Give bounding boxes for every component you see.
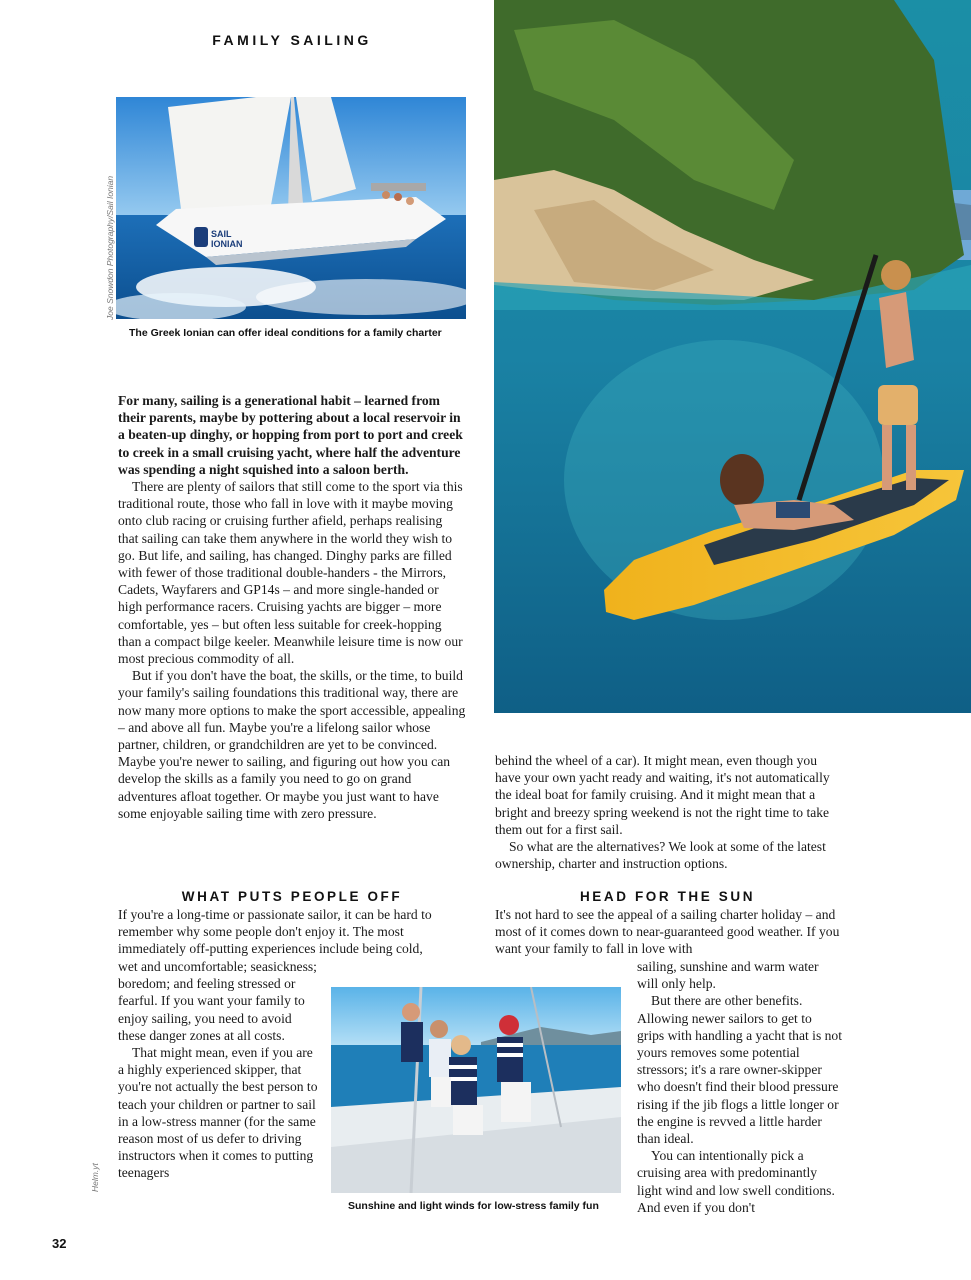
section1-paragraph-1a: If you're a long-time or passionate sailor, it can be hard to remember why some people don't enjoy it. The most immediately off-putting experiences include being cold, [118,907,432,957]
hull-logo-line1: SAIL [211,229,232,239]
article-paragraph-3: behind the wheel of a car). It might mean, even though you have your own yacht ready and waiting, it's not automatically the ideal boat for family cruising. And it might mean that a bright and breezy spring weekend is not the right time to take them out for a first sail. [495,753,830,837]
section2-paragraph-1a: It's not hard to see the appeal of a sailing charter holiday – and most of it comes down to near-guaranteed good weather. If you want your family to fall in love with [495,907,840,957]
yacht-photo-caption: The Greek Ionian can offer ideal conditions for a family charter [129,327,442,339]
paddleboard-photo [494,0,971,713]
article-intro: For many, sailing is a generational habit – learned from their parents, maybe by pottering about a local reservoir in a beaten-up dinghy, or hopping from port to port and creek to creek in a small cruising yacht, where half the adventure was spending a night squished into a saloon berth. [118,393,463,477]
section1-paragraph-1b: wet and uncomfortable; seasickness; boredom; and feeling stressed or fearful. If you want your family to enjoy sailing, you need to avoid these danger zones at all costs. [118,959,317,1043]
article-paragraph-2: But if you don't have the boat, the skills, or the time, to build your family's sailing foundations this traditional way, there are now many more options to make the sport accessible, appealing – and above all fun. Maybe you're a lifelong sailor whose partner, children, or grandchildren are yet to be convinced. Maybe you're newer to sailing, and figuring out how you can develop the skills as a family you need to go on grand adventures afloat together. Or maybe you just want to have some enjoyable sailing time with zero pressure. [118,668,466,821]
family-photo [331,987,621,1193]
yacht-photo-credit: Joe Snowdon Photography/Sail Ionian [105,175,115,320]
section2-paragraph-2: But there are other benefits. Allowing newer sailors to get to grips with handling a yacht that is not yours removes some potential stressors; it's a rare owner-skipper who doesn't find their blood pressure rising if the jib flogs a little longer or the engine is revved a little harder than ideal. [637,993,843,1147]
page-number: 32 [52,1236,67,1251]
family-photo-credit: Helm.yt [90,1163,100,1192]
subhead-what-puts-people-off: WHAT PUTS PEOPLE OFF [181,889,403,904]
article-column-right [495,752,840,872]
yacht-photo [116,97,466,319]
section2-text-narrow [637,958,842,1216]
article-paragraph-1: There are plenty of sailors that still come to the sport via this traditional route, those who fall in love with it maybe moving onto club racing or cruising further afield, perhaps realising that sailing can take them anywhere in the world they wish to go. But life, and sailing, has changed. Dinghy parks are filled with fewer of those traditional double-handers - the Mirrors, Cadets, Wayfarers and GP14s – and more single-handed or high performance racers. Cruising yachts are bigger – more comfortable, yes – but often less suitable for creek-hopping than a compact bilge keeler. Meanwhile leisure time is now our most precious commodity of all. [118,479,463,667]
hull-logo-line2: IONIAN [211,239,243,249]
section1-paragraph-2: That might mean, even if you are a highly experienced skipper, that you're not actually the best person to teach your children or partner to sail in a low-stress manner (for the same reason most of us defer to driving instructors when it comes to putting teenagers [118,1045,318,1181]
family-photo-caption: Sunshine and light winds for low-stress family fun [348,1200,599,1212]
article-column-left [118,392,466,822]
section2-paragraph-1b: sailing, sunshine and warm water will only help. [637,959,819,992]
section-header: FAMILY SAILING [212,32,372,48]
article-paragraph-4: So what are the alternatives? We look at some of the latest ownership, charter and instruction options. [495,839,826,872]
section2-paragraph-3: You can intentionally pick a cruising area with predominantly light wind and low swell conditions. And even if you don't [637,1148,835,1215]
section1-text-full [118,906,466,958]
section1-text-narrow [118,958,318,1182]
subhead-head-for-the-sun: HEAD FOR THE SUN [579,889,756,904]
section2-text-full [495,906,840,958]
